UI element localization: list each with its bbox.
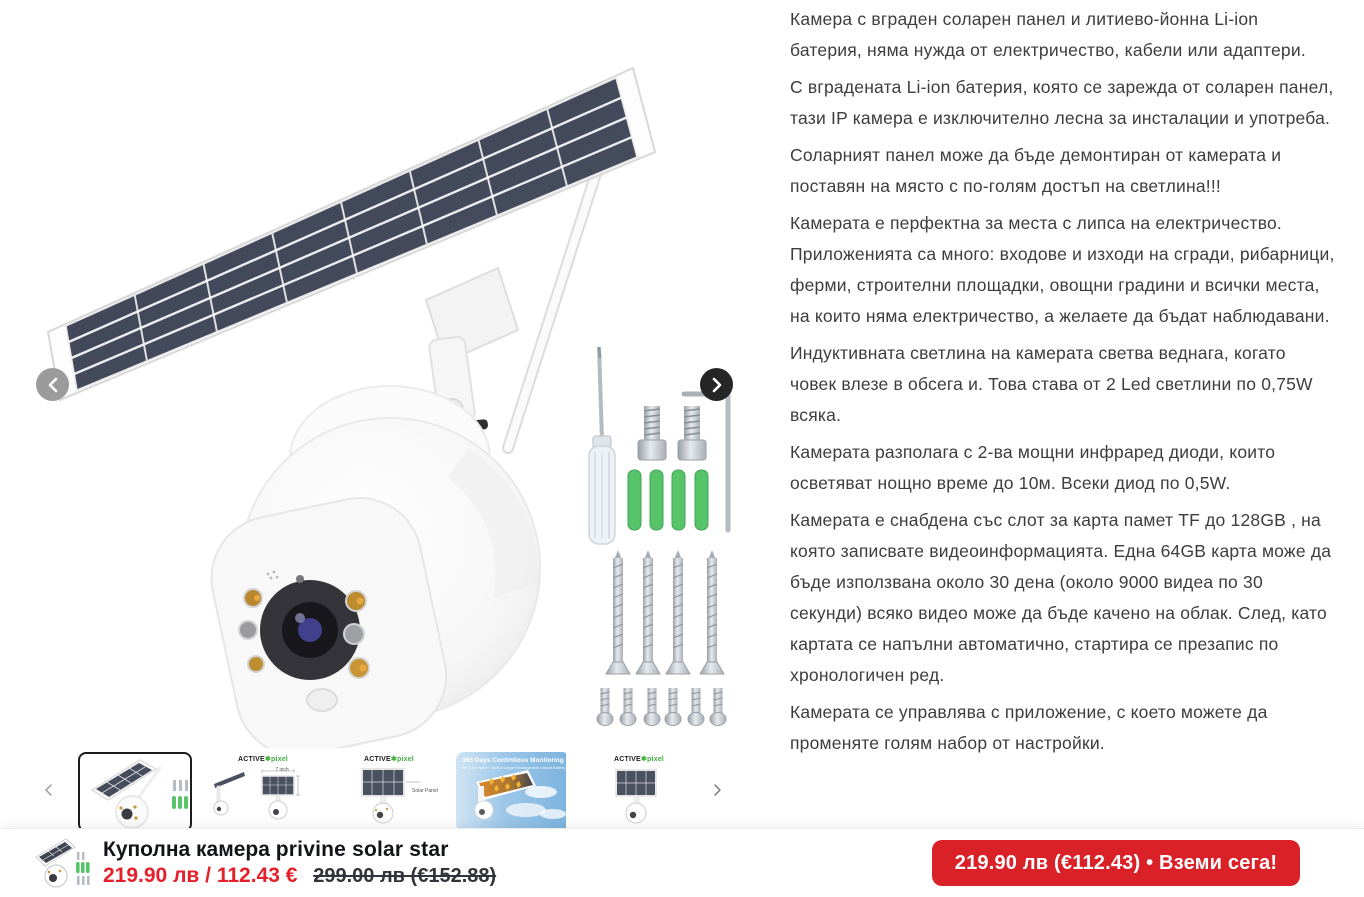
old-price: 299.00 лв (€152.88) bbox=[313, 865, 497, 887]
main-product-image[interactable] bbox=[38, 38, 748, 748]
thumbnails-next-button[interactable] bbox=[710, 780, 726, 800]
price-row bbox=[103, 863, 496, 889]
thumbnail-3-part-label: Solar Panel bbox=[412, 788, 438, 794]
accessories-kit bbox=[589, 347, 728, 726]
solar-panel bbox=[48, 68, 655, 400]
product-title-prefix: Куполна камера bbox=[103, 838, 270, 861]
thumbnail-2[interactable] bbox=[206, 752, 320, 832]
carousel-next-button[interactable] bbox=[700, 368, 733, 401]
thumbnails-prev-button[interactable] bbox=[40, 780, 56, 800]
thumbnail-strip bbox=[0, 750, 760, 836]
machine-bolts bbox=[638, 406, 706, 460]
thumbnail-1[interactable] bbox=[78, 752, 192, 832]
product-summary bbox=[103, 837, 496, 889]
chevron-left-icon bbox=[47, 377, 59, 393]
description-paragraph: Соларният панел може да бъде демонтиран от камерата и поставян на място с по-голям достъп на светлина!!! bbox=[790, 145, 1282, 196]
description-paragraph: Камерата разполага с 2-ва мощни инфраред диоди, които осветяват нощно време до 10м. Всеки диод по 0,5W. bbox=[790, 442, 1276, 493]
thumbnail-4-caption: 365 Days Contintious Monitoring bbox=[462, 757, 564, 764]
product-mini-image bbox=[33, 836, 91, 890]
chevron-right-icon bbox=[711, 377, 723, 393]
thumbnail-1-image bbox=[80, 754, 190, 830]
brand-logo: ACTIVE✱pixel bbox=[238, 756, 288, 763]
thumbnail-3[interactable] bbox=[332, 752, 446, 832]
description-paragraph: Камерата се управлява с приложение, с което можете да променяте голям набор от настройки. bbox=[790, 702, 1268, 753]
wall-anchors bbox=[628, 470, 708, 530]
thumbnail-4-subcaption: 4W Solar Panel + Built-in Large Rechargeable Lithium Battery bbox=[460, 766, 566, 770]
brand-logo: ACTIVE✱pixel bbox=[364, 756, 414, 763]
carousel-prev-button[interactable] bbox=[36, 368, 69, 401]
description-paragraph: Камерата е снабдена със слот за карта памет TF до 128GB , на която записвате видеоинформацията. Една 64GB карта може да бъде използвана около 30 дена (около 9000 видеа по 30 секунди) всяко видео може да бъде качено на облак. След, като картата се напълни автоматично, стартира се презапис по хронологичен ред. bbox=[790, 510, 1332, 685]
dome-camera bbox=[200, 386, 540, 748]
product-description bbox=[790, 4, 1335, 765]
product-title-name: privine solar star bbox=[275, 838, 449, 861]
thumbnail-2-dimension-label: 7 inch bbox=[275, 767, 289, 773]
chevron-right-icon bbox=[713, 783, 723, 797]
description-paragraph: Камерата е перфектна за места с липса на електричество. Приложенията са много: входове и изходи на сгради, рибарници, ферми, строителни площадки, овощни градини и всички места, на които няма електричество, а желаете да бъдат наблюдавани. bbox=[790, 213, 1335, 326]
thumbnail-5[interactable] bbox=[582, 752, 696, 832]
mini-solar-camera-image bbox=[33, 836, 91, 890]
product-title bbox=[103, 837, 496, 863]
description-paragraph: С вградената Li-ion батерия, която се зарежда от соларен панел, тази IP камера е изключително лесна за инсталации и употреба. bbox=[790, 77, 1334, 128]
small-screws bbox=[597, 688, 726, 726]
buy-now-button[interactable]: 219.90 лв (€112.43) • Вземи сега! bbox=[932, 840, 1300, 886]
thumbnail-4[interactable] bbox=[456, 752, 570, 832]
current-price: 219.90 лв / 112.43 € bbox=[103, 864, 298, 887]
description-paragraph: Камера с вграден соларен панел и литиево-йонна Li-ion батерия, няма нужда от електричество, кабели или адаптери. bbox=[790, 9, 1306, 60]
chevron-left-icon bbox=[43, 783, 53, 797]
solar-camera-illustration bbox=[38, 38, 748, 748]
description-paragraph: Индуктивната светлина на камерата светва веднага, когато човек влезе в обсега и. Това става от 2 Led светлини по 0,75W всяка. bbox=[790, 343, 1313, 425]
long-screws bbox=[606, 550, 724, 674]
sticky-buy-bar bbox=[0, 828, 1364, 897]
brand-logo: ACTIVE✱pixel bbox=[614, 756, 664, 763]
screwdriver bbox=[589, 347, 615, 544]
